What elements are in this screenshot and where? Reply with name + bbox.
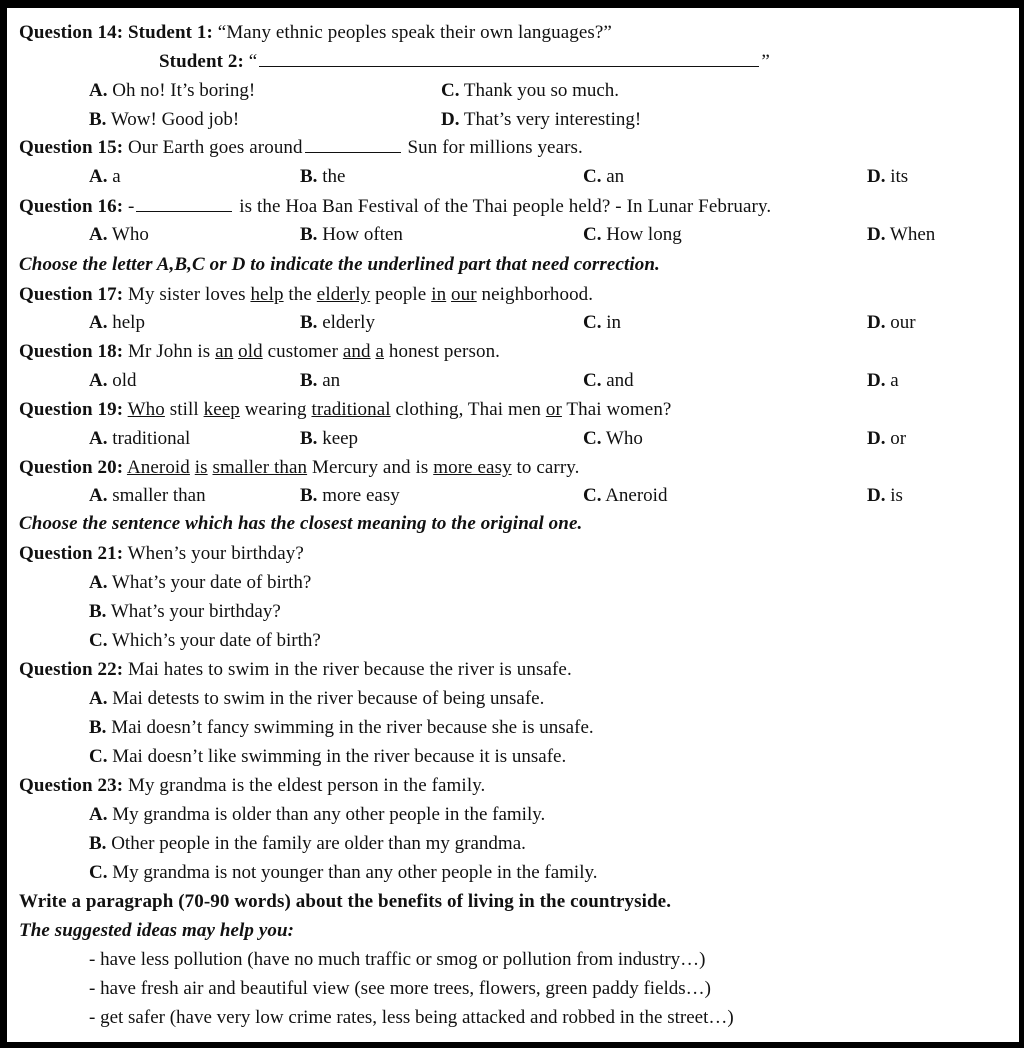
option-a: A. old bbox=[89, 370, 137, 391]
option-c: C. Thank you so much. bbox=[441, 80, 620, 101]
section-instruction-closest-meaning: Choose the sentence which has the closest meaning to the original one. bbox=[19, 513, 583, 534]
option-a: A. Oh no! It’s boring! bbox=[89, 80, 256, 101]
option-c: C. an bbox=[583, 166, 625, 187]
option-c: C. and bbox=[583, 370, 634, 391]
option-a: A. What’s your date of birth? bbox=[89, 572, 312, 593]
option-b: B. the bbox=[300, 166, 346, 187]
option-d: D. its bbox=[867, 166, 909, 187]
option-b: B. keep bbox=[300, 428, 359, 449]
option-a: A. help bbox=[89, 312, 145, 333]
question-17: Question 17: My sister loves help the elderly people in our neighborhood. bbox=[19, 284, 594, 305]
option-b: B. more easy bbox=[300, 485, 400, 506]
question-14-student2: Student 2: “ ” bbox=[159, 51, 770, 72]
answer-blank bbox=[259, 52, 759, 67]
question-14-number: Question 14: bbox=[19, 22, 124, 43]
option-b: B. an bbox=[300, 370, 341, 391]
option-d: D. When bbox=[867, 224, 936, 245]
option-c: C. My grandma is not younger than any other people in the family. bbox=[89, 862, 598, 883]
idea-item: - have fresh air and beautiful view (see more trees, flowers, green paddy fields…) bbox=[89, 978, 711, 999]
option-c: C. Who bbox=[583, 428, 643, 449]
option-d: D. That’s very interesting! bbox=[441, 109, 642, 130]
option-c: C. How long bbox=[583, 224, 682, 245]
question-21: Question 21: When’s your birthday? bbox=[19, 543, 304, 564]
option-d: D. is bbox=[867, 485, 903, 506]
option-a: A. smaller than bbox=[89, 485, 206, 506]
worksheet-page bbox=[7, 8, 1019, 1042]
writing-task-heading: Write a paragraph (70-90 words) about the benefits of living in the countryside. bbox=[19, 891, 672, 912]
option-b: B. elderly bbox=[300, 312, 375, 333]
option-b: B. Mai doesn’t fancy swimming in the river because she is unsafe. bbox=[89, 717, 594, 738]
option-c: C. Mai doesn’t like swimming in the river because it is unsafe. bbox=[89, 746, 567, 767]
option-a: A. Mai detests to swim in the river because of being unsafe. bbox=[89, 688, 545, 709]
answer-blank bbox=[305, 138, 401, 153]
option-b: B. Other people in the family are older than my grandma. bbox=[89, 833, 526, 854]
option-a: A. traditional bbox=[89, 428, 191, 449]
option-d: D. or bbox=[867, 428, 907, 449]
option-b: B. Wow! Good job! bbox=[89, 109, 240, 130]
question-16: Question 16: - is the Hoa Ban Festival of the Thai people held? - In Lunar February. bbox=[19, 196, 772, 217]
option-b: B. What’s your birthday? bbox=[89, 601, 281, 622]
option-a: A. Who bbox=[89, 224, 149, 245]
option-c: C. Aneroid bbox=[583, 485, 668, 506]
answer-blank bbox=[136, 197, 232, 212]
question-20: Question 20: Aneroid is smaller than Mercury and is more easy to carry. bbox=[19, 457, 580, 478]
option-c: C. Which’s your date of birth? bbox=[89, 630, 321, 651]
option-b: B. How often bbox=[300, 224, 403, 245]
question-14: Question 14: Student 1: “Many ethnic peoples speak their own languages?” bbox=[19, 22, 612, 43]
question-22: Question 22: Mai hates to swim in the river because the river is unsafe. bbox=[19, 659, 572, 680]
option-d: D. a bbox=[867, 370, 899, 391]
question-23: Question 23: My grandma is the eldest person in the family. bbox=[19, 775, 486, 796]
option-a: A. a bbox=[89, 166, 121, 187]
option-d: D. our bbox=[867, 312, 916, 333]
question-14-student1-text: “Many ethnic peoples speak their own languages?” bbox=[217, 22, 612, 43]
section-instruction-error-correction: Choose the letter A,B,C or D to indicate the underlined part that need correction. bbox=[19, 254, 660, 275]
question-18: Question 18: Mr John is an old customer and a honest person. bbox=[19, 341, 501, 362]
idea-item: - get safer (have very low crime rates, less being attacked and robbed in the street…) bbox=[89, 1007, 734, 1028]
question-19: Question 19: Who still keep wearing traditional clothing, Thai men or Thai women? bbox=[19, 399, 672, 420]
option-c: C. in bbox=[583, 312, 622, 333]
question-15: Question 15: Our Earth goes around Sun for millions years. bbox=[19, 137, 583, 158]
idea-item: - have less pollution (have no much traffic or smog or pollution from industry…) bbox=[89, 949, 706, 970]
option-a: A. My grandma is older than any other people in the family. bbox=[89, 804, 546, 825]
writing-ideas-intro: The suggested ideas may help you: bbox=[19, 920, 295, 941]
